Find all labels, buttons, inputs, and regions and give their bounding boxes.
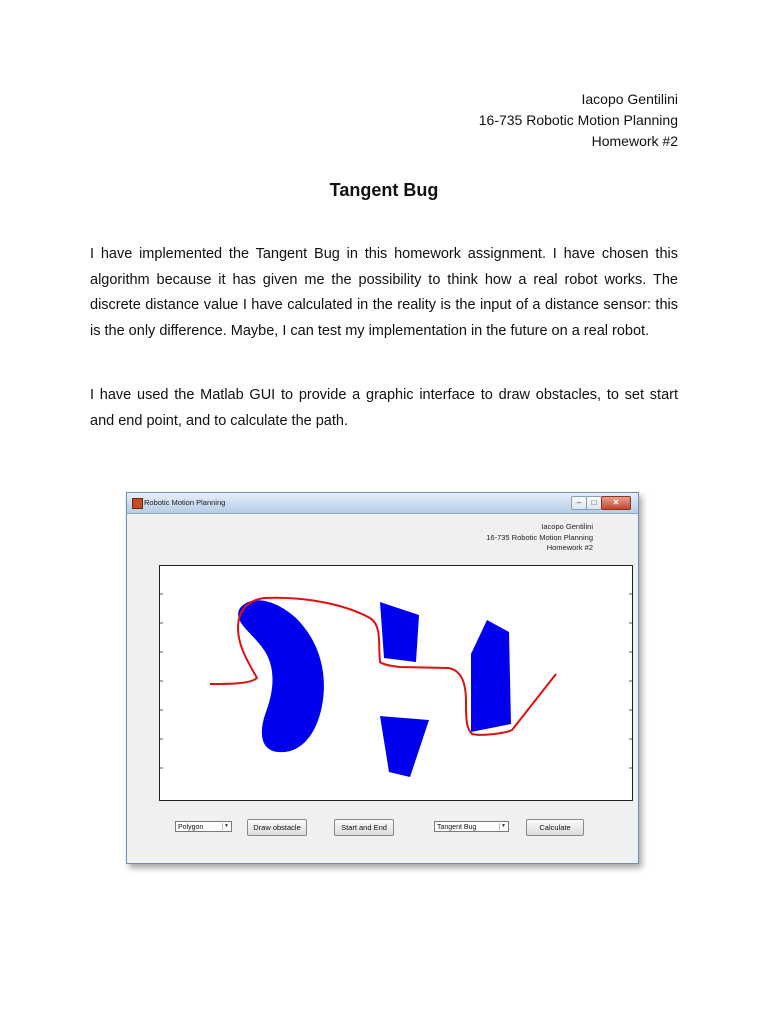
maximize-icon[interactable]: □	[586, 496, 602, 510]
start-and-end-button[interactable]: Start and End	[334, 819, 394, 836]
author-name: Iacopo Gentilini	[581, 91, 678, 107]
minimize-icon[interactable]: –	[571, 496, 587, 510]
matlab-gui-window	[126, 492, 639, 864]
obstacle-quad-top	[380, 602, 419, 662]
gui-header	[486, 522, 593, 554]
document-title: Tangent Bug	[329, 180, 439, 200]
gui-author: Iacopo Gentilini	[541, 522, 593, 531]
plot-canvas	[160, 566, 632, 800]
chevron-down-icon[interactable]: ▼	[499, 823, 507, 830]
plot-axes[interactable]	[159, 565, 633, 801]
obstacle-quad-bottom	[380, 716, 429, 777]
calculate-button[interactable]: Calculate	[526, 819, 584, 836]
course-name: 16-735 Robotic Motion Planning	[478, 112, 678, 128]
close-icon[interactable]: ✕	[601, 496, 631, 510]
chevron-down-icon[interactable]: ▼	[222, 823, 230, 830]
algorithm-select[interactable]	[434, 821, 509, 832]
gui-course: 16-735 Robotic Motion Planning	[486, 532, 593, 542]
window-title: Robotic Motion Planning	[144, 498, 226, 507]
paragraph-gui: I have used the Matlab GUI to provide a graphic interface to draw obstacles, to set start and end point, and to calculate the path.	[90, 387, 678, 429]
algorithm-select-value: Tangent Bug	[437, 824, 477, 831]
assignment-name: Homework #2	[591, 133, 678, 149]
gui-control-bar	[127, 815, 638, 839]
gui-assignment: Homework #2	[546, 543, 593, 552]
obstacle-quad-right	[471, 620, 511, 732]
window-titlebar[interactable]	[127, 493, 638, 514]
draw-obstacle-button[interactable]: Draw obstacle	[247, 819, 307, 836]
paragraph-intro: I have implemented the Tangent Bug in this homework assignment. I have chosen this algorithm because it has given me the possibility to think how a real robot works. The discrete distance value I have calculated in the reality is the input of a distance sensor: this is the only difference. Maybe, I can test my implementation in the future on a real robot.	[90, 246, 678, 339]
document-header	[479, 89, 678, 152]
matlab-app-icon	[132, 498, 143, 509]
shape-select[interactable]	[175, 821, 232, 832]
obstacle-kidney	[238, 600, 324, 752]
shape-select-value: Polygon	[178, 824, 204, 831]
